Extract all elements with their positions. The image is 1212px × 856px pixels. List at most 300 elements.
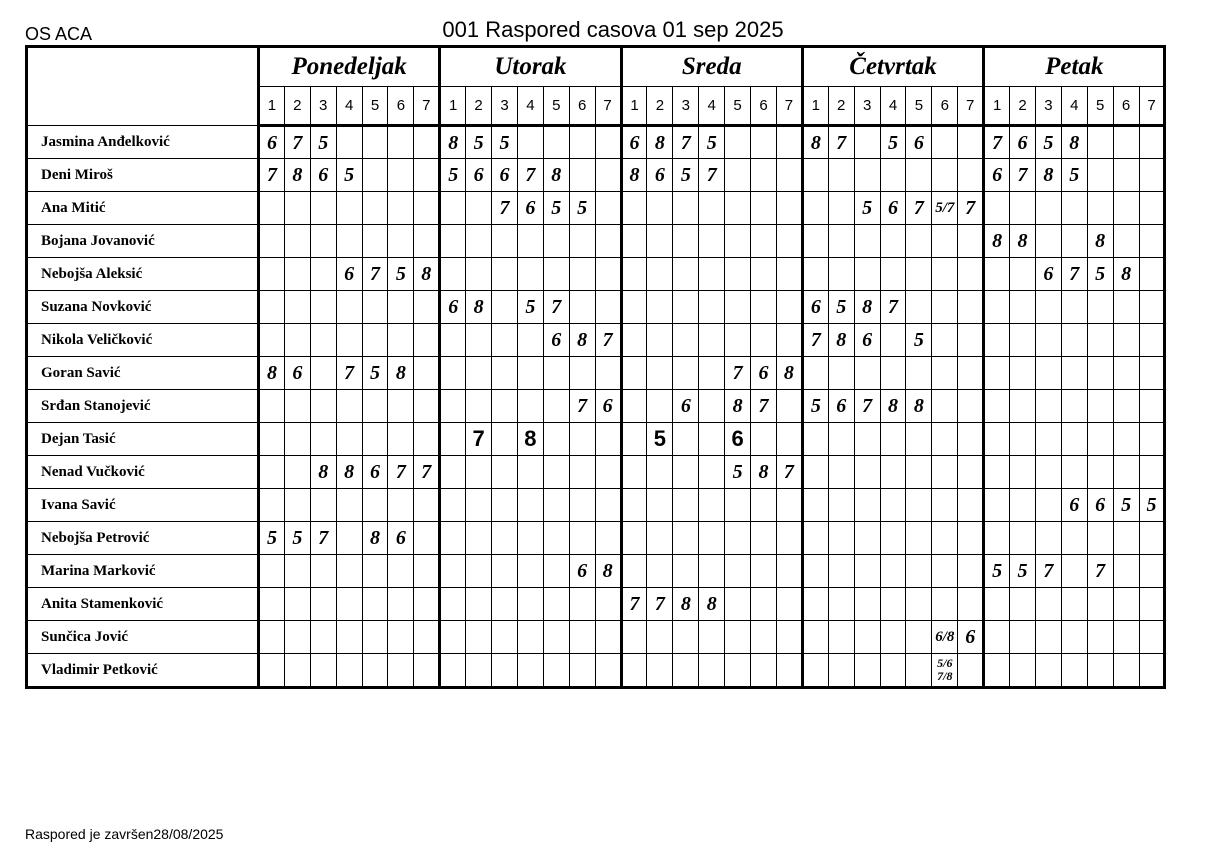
lesson-cell — [1061, 621, 1087, 654]
lesson-cell — [984, 456, 1010, 489]
lesson-cell — [621, 654, 647, 688]
teacher-name: Ana Mitić — [27, 192, 259, 225]
lesson-cell — [647, 192, 673, 225]
lesson-cell: 7 — [1061, 258, 1087, 291]
lesson-cell — [569, 291, 595, 324]
lesson-cell: 7 — [595, 324, 621, 357]
lesson-cell — [388, 390, 414, 423]
lesson-cell — [466, 522, 492, 555]
teacher-row — [27, 489, 1165, 522]
lesson-cell — [1087, 522, 1113, 555]
lesson-cell — [828, 489, 854, 522]
lesson-cell — [362, 654, 388, 688]
lesson-cell — [1010, 324, 1036, 357]
lesson-cell — [284, 654, 310, 688]
lesson-cell — [854, 126, 880, 159]
lesson-cell — [1113, 555, 1139, 588]
lesson-cell — [569, 423, 595, 456]
lesson-cell — [673, 423, 699, 456]
lesson-cell — [1113, 588, 1139, 621]
lesson-cell — [647, 555, 673, 588]
lesson-cell — [932, 423, 958, 456]
lesson-cell — [414, 621, 440, 654]
lesson-cell — [725, 258, 751, 291]
lesson-cell — [336, 192, 362, 225]
lesson-cell — [1061, 225, 1087, 258]
teacher-name: Suzana Novković — [27, 291, 259, 324]
lesson-cell — [1035, 621, 1061, 654]
lesson-cell: 7 — [492, 192, 518, 225]
lesson-cell — [1139, 588, 1165, 621]
lesson-cell — [1010, 522, 1036, 555]
lesson-cell — [958, 390, 984, 423]
lesson-cell — [699, 621, 725, 654]
lesson-cell — [595, 126, 621, 159]
lesson-cell — [776, 390, 802, 423]
page-title: 001 Raspored casova 01 sep 2025 — [442, 17, 784, 42]
footer-note: Raspored je završen28/08/2025 — [25, 826, 224, 842]
lesson-cell — [569, 654, 595, 688]
lesson-cell — [854, 456, 880, 489]
lesson-cell — [621, 225, 647, 258]
period-header: 1 — [984, 87, 1010, 126]
lesson-cell — [621, 258, 647, 291]
lesson-cell — [1087, 588, 1113, 621]
lesson-cell — [725, 654, 751, 688]
lesson-cell: 7 — [414, 456, 440, 489]
lesson-cell — [1113, 291, 1139, 324]
lesson-cell — [466, 192, 492, 225]
lesson-cell: 6 — [284, 357, 310, 390]
lesson-cell — [595, 588, 621, 621]
lesson-cell — [699, 390, 725, 423]
lesson-cell — [802, 423, 828, 456]
lesson-cell: 8 — [336, 456, 362, 489]
lesson-cell — [958, 324, 984, 357]
lesson-cell: 6 — [854, 324, 880, 357]
lesson-cell: 8 — [543, 159, 569, 192]
lesson-cell — [440, 258, 466, 291]
lesson-cell — [595, 456, 621, 489]
teacher-row — [27, 456, 1165, 489]
lesson-cell: 7 — [647, 588, 673, 621]
lesson-cell — [259, 555, 285, 588]
lesson-cell — [725, 291, 751, 324]
lesson-cell — [284, 489, 310, 522]
lesson-cell — [751, 423, 777, 456]
lesson-cell: 5 — [1035, 126, 1061, 159]
lesson-cell — [906, 225, 932, 258]
lesson-cell — [984, 192, 1010, 225]
lesson-cell — [906, 522, 932, 555]
period-header: 5 — [906, 87, 932, 126]
lesson-cell: 8 — [647, 126, 673, 159]
lesson-cell — [958, 555, 984, 588]
lesson-cell — [336, 588, 362, 621]
lesson-cell: 7 — [958, 192, 984, 225]
lesson-cell — [828, 357, 854, 390]
lesson-cell — [854, 489, 880, 522]
lesson-cell — [362, 225, 388, 258]
lesson-cell — [932, 225, 958, 258]
lesson-cell: 8 — [1035, 159, 1061, 192]
lesson-cell — [932, 126, 958, 159]
lesson-cell — [388, 126, 414, 159]
lesson-cell — [1139, 324, 1165, 357]
lesson-cell: 7 — [621, 588, 647, 621]
period-header: 5 — [725, 87, 751, 126]
lesson-cell — [673, 489, 699, 522]
lesson-cell — [259, 225, 285, 258]
lesson-cell — [802, 456, 828, 489]
lesson-cell — [673, 258, 699, 291]
lesson-cell: 5 — [673, 159, 699, 192]
lesson-cell — [725, 588, 751, 621]
lesson-cell — [388, 291, 414, 324]
lesson-cell — [1061, 192, 1087, 225]
lesson-cell: 6 — [492, 159, 518, 192]
lesson-cell — [751, 291, 777, 324]
lesson-cell — [854, 225, 880, 258]
lesson-cell: 8 — [699, 588, 725, 621]
lesson-cell — [1010, 390, 1036, 423]
lesson-cell — [1035, 489, 1061, 522]
lesson-cell — [492, 291, 518, 324]
lesson-cell — [621, 621, 647, 654]
teacher-row — [27, 159, 1165, 192]
lesson-cell — [517, 126, 543, 159]
lesson-cell — [776, 126, 802, 159]
lesson-cell — [802, 522, 828, 555]
period-header: 7 — [776, 87, 802, 126]
lesson-cell — [362, 126, 388, 159]
lesson-cell — [958, 126, 984, 159]
lesson-cell: 6 — [1035, 258, 1061, 291]
lesson-cell: 5 — [984, 555, 1010, 588]
lesson-cell — [880, 456, 906, 489]
lesson-cell — [388, 192, 414, 225]
lesson-cell — [751, 621, 777, 654]
lesson-cell — [906, 456, 932, 489]
lesson-cell — [569, 225, 595, 258]
lesson-cell — [466, 357, 492, 390]
lesson-cell — [880, 423, 906, 456]
lesson-cell — [1087, 423, 1113, 456]
lesson-cell — [1061, 324, 1087, 357]
lesson-cell: 7 — [310, 522, 336, 555]
lesson-cell — [802, 357, 828, 390]
lesson-cell — [517, 555, 543, 588]
lesson-cell — [517, 258, 543, 291]
lesson-cell — [828, 159, 854, 192]
period-header: 2 — [647, 87, 673, 126]
lesson-cell — [621, 489, 647, 522]
schedule-body — [27, 126, 1165, 688]
lesson-cell — [1035, 192, 1061, 225]
day-header-row — [27, 47, 1165, 87]
lesson-cell: 5 — [828, 291, 854, 324]
lesson-cell — [1010, 258, 1036, 291]
lesson-cell: 7 — [802, 324, 828, 357]
teacher-row — [27, 192, 1165, 225]
lesson-cell — [595, 258, 621, 291]
lesson-cell — [699, 291, 725, 324]
lesson-cell — [414, 555, 440, 588]
lesson-cell — [1087, 390, 1113, 423]
period-header: 4 — [517, 87, 543, 126]
lesson-cell — [362, 489, 388, 522]
lesson-cell — [569, 126, 595, 159]
lesson-cell — [569, 159, 595, 192]
lesson-cell — [1035, 291, 1061, 324]
lesson-cell — [854, 555, 880, 588]
lesson-cell — [984, 423, 1010, 456]
lesson-cell — [776, 555, 802, 588]
lesson-cell — [776, 192, 802, 225]
lesson-cell — [802, 489, 828, 522]
lesson-cell: 7 — [259, 159, 285, 192]
lesson-cell — [595, 489, 621, 522]
lesson-cell: 8 — [725, 390, 751, 423]
lesson-cell — [284, 456, 310, 489]
lesson-cell: 8 — [466, 291, 492, 324]
teacher-name: Bojana Jovanović — [27, 225, 259, 258]
lesson-cell — [466, 258, 492, 291]
lesson-cell — [1010, 423, 1036, 456]
lesson-cell — [440, 324, 466, 357]
lesson-cell — [543, 588, 569, 621]
period-header: 7 — [1139, 87, 1165, 126]
lesson-cell — [336, 324, 362, 357]
lesson-cell — [751, 258, 777, 291]
lesson-cell: 7 — [880, 291, 906, 324]
lesson-cell — [543, 357, 569, 390]
lesson-cell: 5 — [466, 126, 492, 159]
period-header: 3 — [1035, 87, 1061, 126]
lesson-cell — [1010, 357, 1036, 390]
lesson-cell: 8 — [906, 390, 932, 423]
lesson-cell: 5 — [388, 258, 414, 291]
period-header: 6 — [932, 87, 958, 126]
lesson-cell — [906, 621, 932, 654]
lesson-cell: 5 — [440, 159, 466, 192]
lesson-cell: 8 — [310, 456, 336, 489]
period-header: 2 — [828, 87, 854, 126]
lesson-cell — [1035, 423, 1061, 456]
lesson-cell — [673, 291, 699, 324]
lesson-cell — [699, 654, 725, 688]
lesson-cell — [517, 390, 543, 423]
lesson-cell — [284, 258, 310, 291]
teacher-row — [27, 621, 1165, 654]
lesson-cell: 7 — [284, 126, 310, 159]
lesson-cell — [1087, 654, 1113, 688]
lesson-cell: 5 — [725, 456, 751, 489]
lesson-cell — [1139, 456, 1165, 489]
lesson-cell — [440, 357, 466, 390]
lesson-cell — [1061, 423, 1087, 456]
lesson-cell — [569, 621, 595, 654]
lesson-cell — [828, 621, 854, 654]
lesson-cell — [1113, 126, 1139, 159]
lesson-cell — [751, 588, 777, 621]
lesson-cell — [1087, 126, 1113, 159]
lesson-cell — [958, 654, 984, 688]
lesson-cell: 7 — [1035, 555, 1061, 588]
lesson-cell — [725, 126, 751, 159]
lesson-cell — [466, 588, 492, 621]
lesson-cell — [310, 588, 336, 621]
lesson-cell — [466, 555, 492, 588]
lesson-cell: 8 — [362, 522, 388, 555]
lesson-cell — [595, 225, 621, 258]
lesson-cell — [362, 555, 388, 588]
lesson-cell — [1139, 225, 1165, 258]
lesson-cell — [310, 291, 336, 324]
lesson-cell — [388, 555, 414, 588]
lesson-cell — [259, 258, 285, 291]
lesson-cell — [414, 588, 440, 621]
lesson-cell — [621, 555, 647, 588]
lesson-cell: 7 — [517, 159, 543, 192]
corner-cell — [27, 47, 259, 126]
lesson-cell — [414, 291, 440, 324]
lesson-cell — [984, 291, 1010, 324]
period-header: 1 — [621, 87, 647, 126]
lesson-cell — [284, 555, 310, 588]
lesson-cell — [492, 456, 518, 489]
lesson-cell — [725, 192, 751, 225]
lesson-cell — [259, 423, 285, 456]
lesson-cell — [854, 423, 880, 456]
lesson-cell — [984, 258, 1010, 291]
lesson-cell — [880, 489, 906, 522]
period-header: 1 — [440, 87, 466, 126]
teacher-name: Nebojša Aleksić — [27, 258, 259, 291]
lesson-cell — [466, 324, 492, 357]
lesson-cell — [647, 654, 673, 688]
lesson-cell — [284, 588, 310, 621]
teacher-row — [27, 357, 1165, 390]
lesson-cell — [647, 621, 673, 654]
lesson-cell — [828, 192, 854, 225]
teacher-name: Jasmina Anđelković — [27, 126, 259, 159]
teacher-row — [27, 258, 1165, 291]
lesson-cell — [828, 456, 854, 489]
lesson-cell — [388, 324, 414, 357]
day-header-tuesday: Utorak — [440, 47, 621, 87]
lesson-cell — [621, 291, 647, 324]
lesson-cell — [259, 621, 285, 654]
lesson-cell — [725, 621, 751, 654]
lesson-cell — [1087, 291, 1113, 324]
teacher-row — [27, 555, 1165, 588]
lesson-cell — [725, 555, 751, 588]
lesson-cell — [310, 192, 336, 225]
teacher-name: Nenad Vučković — [27, 456, 259, 489]
period-header: 6 — [1113, 87, 1139, 126]
period-header: 3 — [673, 87, 699, 126]
lesson-cell — [906, 357, 932, 390]
lesson-cell — [414, 324, 440, 357]
lesson-cell — [776, 423, 802, 456]
lesson-cell: 7 — [543, 291, 569, 324]
lesson-cell — [932, 357, 958, 390]
lesson-cell: 5 — [310, 126, 336, 159]
lesson-cell — [440, 390, 466, 423]
lesson-cell — [1010, 291, 1036, 324]
lesson-cell — [259, 654, 285, 688]
lesson-cell — [932, 522, 958, 555]
lesson-cell — [1061, 588, 1087, 621]
lesson-cell — [1035, 225, 1061, 258]
lesson-cell — [854, 258, 880, 291]
lesson-cell — [310, 390, 336, 423]
lesson-cell: 6 — [984, 159, 1010, 192]
lesson-cell — [1035, 456, 1061, 489]
lesson-cell — [1010, 621, 1036, 654]
lesson-cell — [958, 588, 984, 621]
lesson-cell — [492, 423, 518, 456]
teacher-row — [27, 225, 1165, 258]
lesson-cell: 5/6 7/8 — [932, 654, 958, 688]
period-header: 5 — [1087, 87, 1113, 126]
lesson-cell — [906, 159, 932, 192]
lesson-cell: 8 — [284, 159, 310, 192]
lesson-cell — [517, 456, 543, 489]
lesson-cell — [699, 225, 725, 258]
period-header: 7 — [595, 87, 621, 126]
period-header: 2 — [284, 87, 310, 126]
lesson-cell: 7 — [906, 192, 932, 225]
lesson-cell: 8 — [1061, 126, 1087, 159]
lesson-cell — [440, 654, 466, 688]
lesson-cell: 8 — [440, 126, 466, 159]
lesson-cell — [284, 291, 310, 324]
lesson-cell — [595, 621, 621, 654]
lesson-cell — [1061, 291, 1087, 324]
lesson-cell: 6 — [1061, 489, 1087, 522]
lesson-cell — [362, 390, 388, 423]
lesson-cell: 5 — [647, 423, 673, 456]
lesson-cell — [1010, 192, 1036, 225]
period-header: 3 — [492, 87, 518, 126]
lesson-cell — [1087, 159, 1113, 192]
lesson-cell — [1061, 654, 1087, 688]
lesson-cell — [699, 456, 725, 489]
lesson-cell — [673, 621, 699, 654]
lesson-cell: 7 — [725, 357, 751, 390]
lesson-cell — [958, 225, 984, 258]
lesson-cell: 7 — [984, 126, 1010, 159]
lesson-cell — [776, 291, 802, 324]
teacher-name: Nebojša Petrović — [27, 522, 259, 555]
lesson-cell — [1061, 357, 1087, 390]
lesson-cell — [336, 621, 362, 654]
lesson-cell: 8 — [751, 456, 777, 489]
lesson-cell — [1113, 456, 1139, 489]
lesson-cell — [647, 456, 673, 489]
lesson-cell — [310, 654, 336, 688]
lesson-cell — [1087, 192, 1113, 225]
lesson-cell — [1113, 522, 1139, 555]
lesson-cell — [647, 225, 673, 258]
lesson-cell — [595, 159, 621, 192]
lesson-cell — [984, 588, 1010, 621]
lesson-cell — [595, 654, 621, 688]
lesson-cell: 8 — [1113, 258, 1139, 291]
lesson-cell — [802, 555, 828, 588]
